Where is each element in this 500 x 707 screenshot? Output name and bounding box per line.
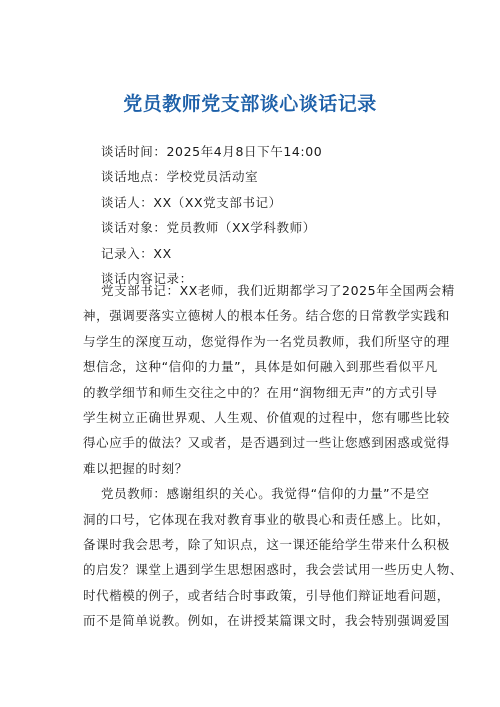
paragraph-teacher — [83, 481, 463, 633]
paragraph-line: 洞的口号，它体现在我对教育事业的敬畏心和责任感上。比如， — [83, 511, 450, 527]
paragraph-line: 备课时我会思考，除了知识点，这一课还能给学生带来什么积极 — [83, 536, 450, 552]
meta-interviewee: 谈话对象：党员教师（XX学科教师） — [101, 220, 316, 236]
meta-recorder: 记录入：XX — [101, 245, 172, 261]
paragraph-line: 的教学细节和师生交往之中的？在用“润物细无声”的方式引导 — [83, 384, 438, 400]
meta-interviewer: 谈话人：XX（XX党支部书记） — [101, 194, 282, 210]
paragraph-line: 而不是简单说教。例如，在讲授某篇课文时，我会特别强调爱国 — [83, 613, 450, 629]
paragraph-line: 得心应手的做法？又或者，是否遇到过一些让您感到困惑或觉得 — [83, 435, 450, 451]
paragraph-line: 党支部书记：XX老师，我们近期都学习了2025年全国两会精 — [101, 283, 455, 298]
paragraph-line: 神，强调要落实立德树人的根本任务。结合您的日常教学实践和 — [83, 308, 450, 324]
paragraph-line: 学生树立正确世界观、人生观、价值观的过程中，您有哪些比较 — [83, 409, 450, 425]
meta-content-heading: 谈话内容记录： — [101, 270, 193, 286]
paragraph-line: 时代楷模的例子，或者结合时事政策，引导他们辩证地看问题， — [83, 587, 450, 603]
paragraph-line: 的启发？课堂上遇到学生思想困惑时，我会尝试用一些历史人物、 — [83, 562, 463, 578]
paragraph-secretary — [83, 278, 455, 481]
paragraph-line: 难以把握的时刻？ — [83, 460, 188, 476]
meta-block — [101, 139, 441, 291]
body-text — [83, 278, 463, 633]
paragraph-line: 想信念，这种“信仰的力量”，具体是如何融入到那些看似平凡 — [83, 359, 438, 375]
document-title: 党员教师党支部谈心谈话记录 — [123, 93, 377, 115]
paragraph-line: 与学生的深度互动，您觉得作为一名党员教师，我们所坚守的理 — [83, 333, 450, 349]
paragraph-line: 党员教师：感谢组织的关心。我觉得“信仰的力量”不是空 — [101, 486, 430, 502]
meta-location: 谈话地点：学校党员活动室 — [101, 169, 259, 185]
meta-time: 谈话时间：2025年4月8日下午14:00 — [101, 144, 323, 159]
